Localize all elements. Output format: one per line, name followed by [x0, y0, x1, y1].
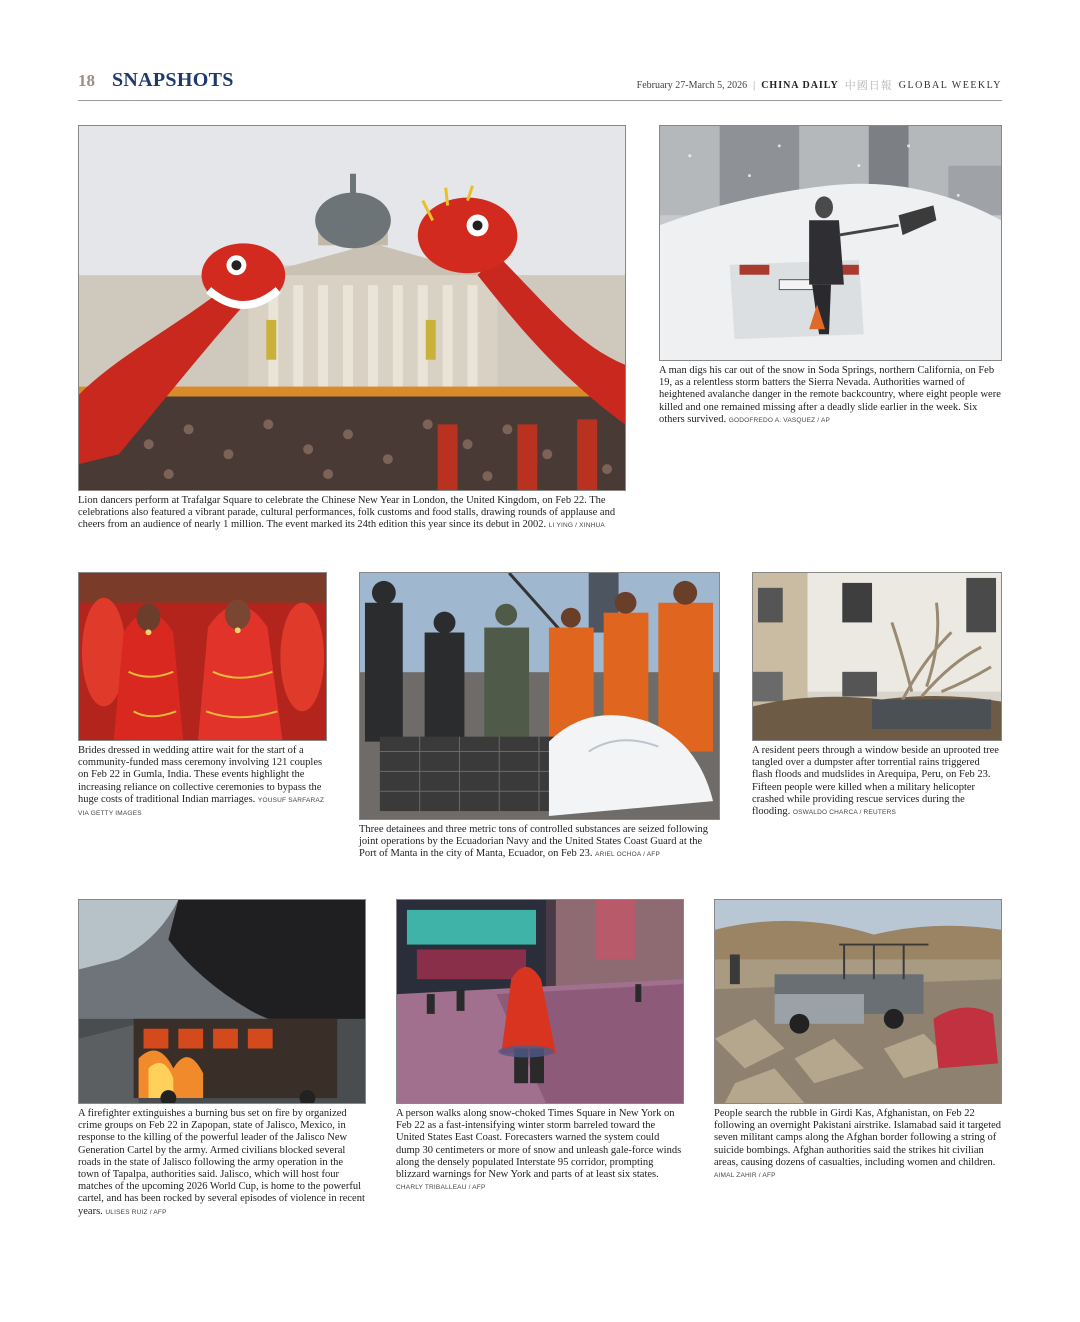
caption-times-square — [396, 1108, 684, 1194]
photo-arequipa-flood — [752, 572, 1002, 741]
photo-credit: ARIEL OCHOA / AFP — [595, 851, 661, 859]
caption-text: People search the rubble in Girdi Kas, Afghanistan, on Feb 22 following an overnight Pakistani airstrike. Islamabad said it targeted seven militant camps along the Afghan border following a string of suicide bombings. Afghan authorities said the strikes hit civilian areas, causing dozens of casualties, including women and children. — [714, 1108, 1002, 1168]
edition-name: GLOBAL WEEKLY — [898, 79, 1002, 91]
divider: | — [753, 79, 756, 91]
photo-zapopan-bus-fire — [78, 899, 366, 1104]
caption-manta — [359, 824, 720, 862]
photo-manta-seizure — [359, 572, 720, 820]
caption-text: A man digs his car out of the snow in Soda Springs, northern California, on Feb 19, as a relentless storm batters the Sierra Nevada. Authorities warned of heightened avalanche danger in the remote backcountry, where eight people were killed and one remained missing after a deadly slide earlier in the week. Six others survived. — [659, 365, 1001, 425]
caption-text: A resident peers through a window beside an uprooted tree tangled over a dumpster after torrential rains triggered flash floods and mudslides in Arequipa, Peru, on Feb 23. Fifteen people were killed when a military helicopter crashed while providing rescue services during the flooding. — [752, 745, 999, 818]
caption-girdi-kas — [714, 1108, 1002, 1182]
page-number: 18 — [78, 71, 95, 90]
photo-soda-springs — [659, 125, 1002, 361]
caption-text: A person walks along snow-choked Times Square in New York on Feb 22 as a fast-intensifying winter storm barreled toward the United States East Coast. Forecasters warned the system could dump 30 centimeters or more of snow and unleash gale-force winds along the densely populated Interstate 95 corridor, prompting blizzard warnings for New York and parts of at least six states. — [396, 1108, 682, 1181]
caption-zapopan — [78, 1108, 366, 1219]
photo-girdi-kas-rubble — [714, 899, 1002, 1104]
paper-name-chinese: 中國日報 — [844, 80, 893, 92]
photo-credit: CHARLY TRIBALLEAU / AFP — [396, 1184, 486, 1192]
caption-arequipa — [752, 745, 1002, 819]
photo-credit: LI YING / XINHUA — [548, 522, 605, 530]
section-title: SNAPSHOTS — [112, 69, 234, 91]
caption-london — [78, 495, 626, 533]
masthead — [637, 77, 1002, 93]
paper-name: CHINA DAILY — [761, 79, 839, 91]
caption-text: Lion dancers perform at Trafalgar Square to celebrate the Chinese New Year in London, the United Kingdom, on Feb 22. The celebrations also featured a vibrant parade, cultural performances, folk customs and food stalls, drawing rounds of applause and cheers from an audience of nearly 1 million. The event marked its 24th edition this year since its debut in 2002. — [78, 495, 616, 531]
caption-text: Three detainees and three metric tons of controlled substances are seized following joint operations by the Ecuadorian Navy and the United States Coast Guard at the Port of Manta in the city of Manta, Ecuador, on Feb 23. — [359, 824, 708, 860]
caption-text: A firefighter extinguishes a burning bus set on fire by organized crime groups on Feb 22 in Zapopan, state of Jalisco, Mexico, in response to the killing of the powerful leader of the Jalisco New Generation Cartel by the army. Armed civilians blocked several roads in the state of Jalisco following the army operation in the town of Tapalpa, authorities said. Jalisco, which will host four matches of the upcoming 2026 World Cup, is home to the powerful cartel, and has been rocked by several episodes of violence in recent years. — [78, 1108, 365, 1217]
caption-soda-springs — [659, 365, 1002, 427]
photo-gumla-brides — [78, 572, 327, 741]
photo-credit: ULISES RUIZ / AFP — [105, 1208, 167, 1216]
issue-date: February 27-March 5, 2026 — [636, 79, 748, 91]
caption-gumla — [78, 745, 327, 820]
photo-credit: AIMAL ZAHIR / AFP — [714, 1172, 776, 1180]
photo-credit: YOUSUF SARFARAZ VIA GETTY IMAGES — [78, 796, 325, 818]
photo-credit: GODOFREDO A. VASQUEZ / AP — [728, 416, 831, 424]
caption-text: Brides dressed in wedding attire wait for the start of a community-funded mass ceremony involving 121 couples on Feb 22 in Gumla, India. These events highlight the increasing reliance on collective ceremonies to bypass the huge costs of traditional Indian marriages. — [78, 745, 323, 805]
page-header — [78, 70, 1002, 101]
photo-london-lion-dance — [78, 125, 626, 491]
photo-credit: OSWALDO CHARCA / REUTERS — [792, 809, 897, 817]
photo-times-square-snow — [396, 899, 684, 1104]
